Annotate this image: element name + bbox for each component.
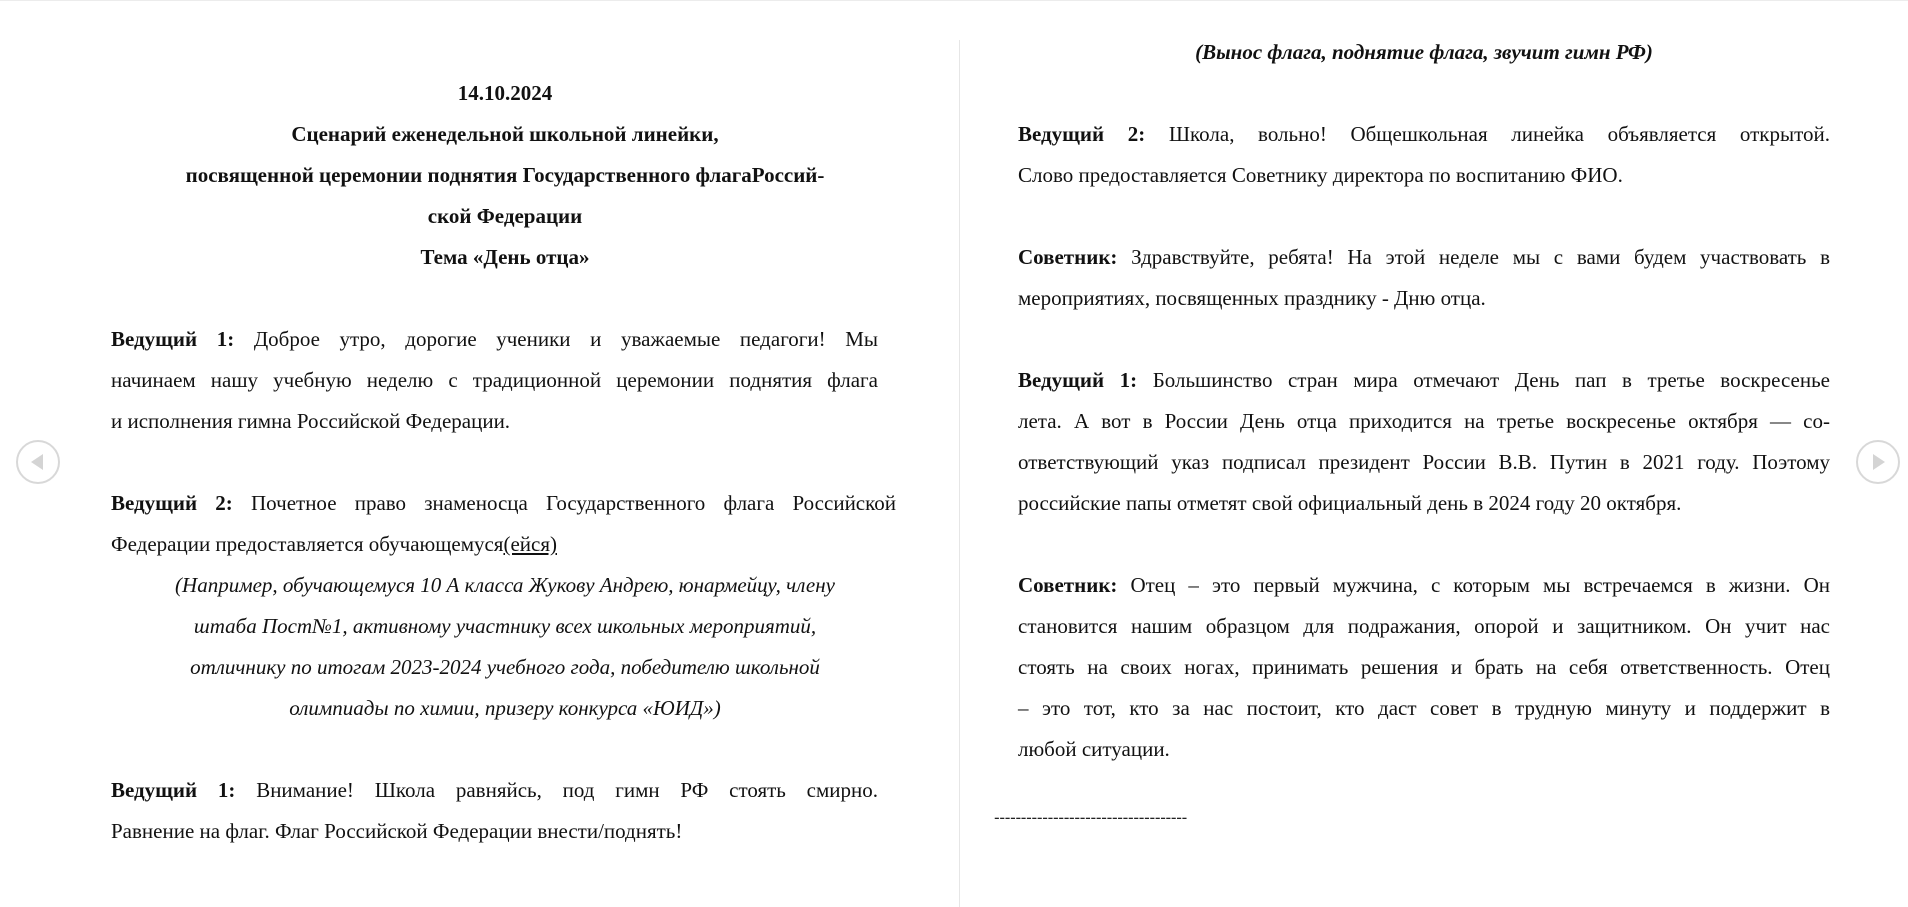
title-line-3: ской Федерации <box>427 204 583 228</box>
left-p2-line-2 <box>111 524 878 565</box>
speaker-label: Ведущий 1: <box>111 778 236 802</box>
paragraph-text: Здравствуйте, ребята! На этой неделе мы с вами будем участвовать в <box>1131 245 1830 269</box>
title-line-2: посвященной церемонии поднятия Государственного флагаРоссий- <box>185 163 825 187</box>
note-line-2: штаба Пост№1, активному участнику всех школьных мероприятий, <box>193 614 817 638</box>
paragraph-text: Школа, вольно! Общешкольная линейка объявляется открытой. <box>1168 122 1830 146</box>
footnote-separator: ------------------------------------ <box>994 808 1188 827</box>
right-p3-line-3: ответствующий указ подписал президент России В.В. Путин в 2021 году. Поэтому <box>1018 450 1830 474</box>
right-p1-line-1 <box>1018 114 1830 155</box>
left-p3-line-2: Равнение на флаг. Флаг Российской Федерации внести/поднять! <box>111 819 683 843</box>
right-p4-line-5: любой ситуации. <box>1018 737 1170 761</box>
paragraph-text: Внимание! Школа равняйсь, под гимн РФ стоять смирно. <box>256 778 878 802</box>
right-p4-line-4: – это тот, кто за нас постоит, кто даст совет в трудную минуту и поддержит в <box>1018 696 1830 720</box>
right-p4-line-1 <box>1018 565 1830 606</box>
previous-page-button[interactable] <box>16 440 60 484</box>
chevron-right-icon <box>1858 442 1898 482</box>
left-p1-line-1 <box>111 319 878 360</box>
right-p3-line-1 <box>1018 360 1830 401</box>
right-p3-line-2: лета. А вот в России День отца приходится на третье воскресенье октября — со- <box>1018 409 1830 433</box>
paragraph-text: Отец – это первый мужчина, с которым мы встречаемся в жизни. Он <box>1130 573 1830 597</box>
note-line-1: (Например, обучающемуся 10 А класса Жукову Андрею, юнармейцу, члену <box>175 573 835 597</box>
right-p3-line-4: российские папы отметят свой официальный день в 2024 году 20 октября. <box>1018 491 1682 515</box>
title-line-1: Сценарий еженедельной школьной линейки, <box>291 122 719 146</box>
paragraph-text: Доброе утро, дорогие ученики и уважаемые педагоги! Мы <box>253 327 879 351</box>
page-divider <box>959 40 960 907</box>
paragraph-text: Почетное право знаменосца Государственного флага Российской <box>251 491 896 515</box>
underlined-text: (ейся) <box>503 532 557 556</box>
right-p4-line-3: стоять на своих ногах, принимать решения и брать на себя ответственность. Отец <box>1018 655 1830 679</box>
right-p2-line-2: мероприятиях, посвященных празднику - Дню отца. <box>1018 286 1486 310</box>
right-p1-line-2: Слово предоставляется Советнику директора по воспитанию ФИО. <box>1018 163 1623 187</box>
paragraph-text: Большинство стран мира отмечают День пап в третье воскресенье <box>1152 368 1831 392</box>
speaker-label: Ведущий 2: <box>1018 122 1146 146</box>
speaker-label: Советник: <box>1018 573 1118 597</box>
note-line-3: отличнику по итогам 2023-2024 учебного года, победителю школьной <box>190 655 820 679</box>
next-page-button[interactable] <box>1856 440 1900 484</box>
stage-note: (Вынос флага, поднятие флага, звучит гимн РФ) <box>1195 40 1653 64</box>
note-line-4: олимпиады по химии, призеру конкурса «ЮИД») <box>289 696 721 720</box>
speaker-label: Ведущий 1: <box>1018 368 1138 392</box>
chevron-left-icon <box>18 442 58 482</box>
speaker-label: Советник: <box>1018 245 1118 269</box>
speaker-label: Ведущий 2: <box>111 491 233 515</box>
left-p1-line-3: и исполнения гимна Российской Федерации. <box>111 409 511 433</box>
left-p2-line-1 <box>111 483 896 524</box>
title-topic: Тема «День отца» <box>420 245 590 269</box>
left-p1-line-2: начинаем нашу учебную неделю с традиционной церемонии поднятия флага <box>111 368 878 392</box>
document-date: 14.10.2024 <box>457 81 553 105</box>
speaker-label: Ведущий 1: <box>111 327 235 351</box>
left-p3-line-1 <box>111 770 878 811</box>
paragraph-text: Федерации предоставляется обучающемуся <box>111 532 504 556</box>
right-p4-line-2: становится нашим образцом для подражания, опорой и защитником. Он учит нас <box>1018 614 1830 638</box>
right-p2-line-1 <box>1018 237 1830 278</box>
